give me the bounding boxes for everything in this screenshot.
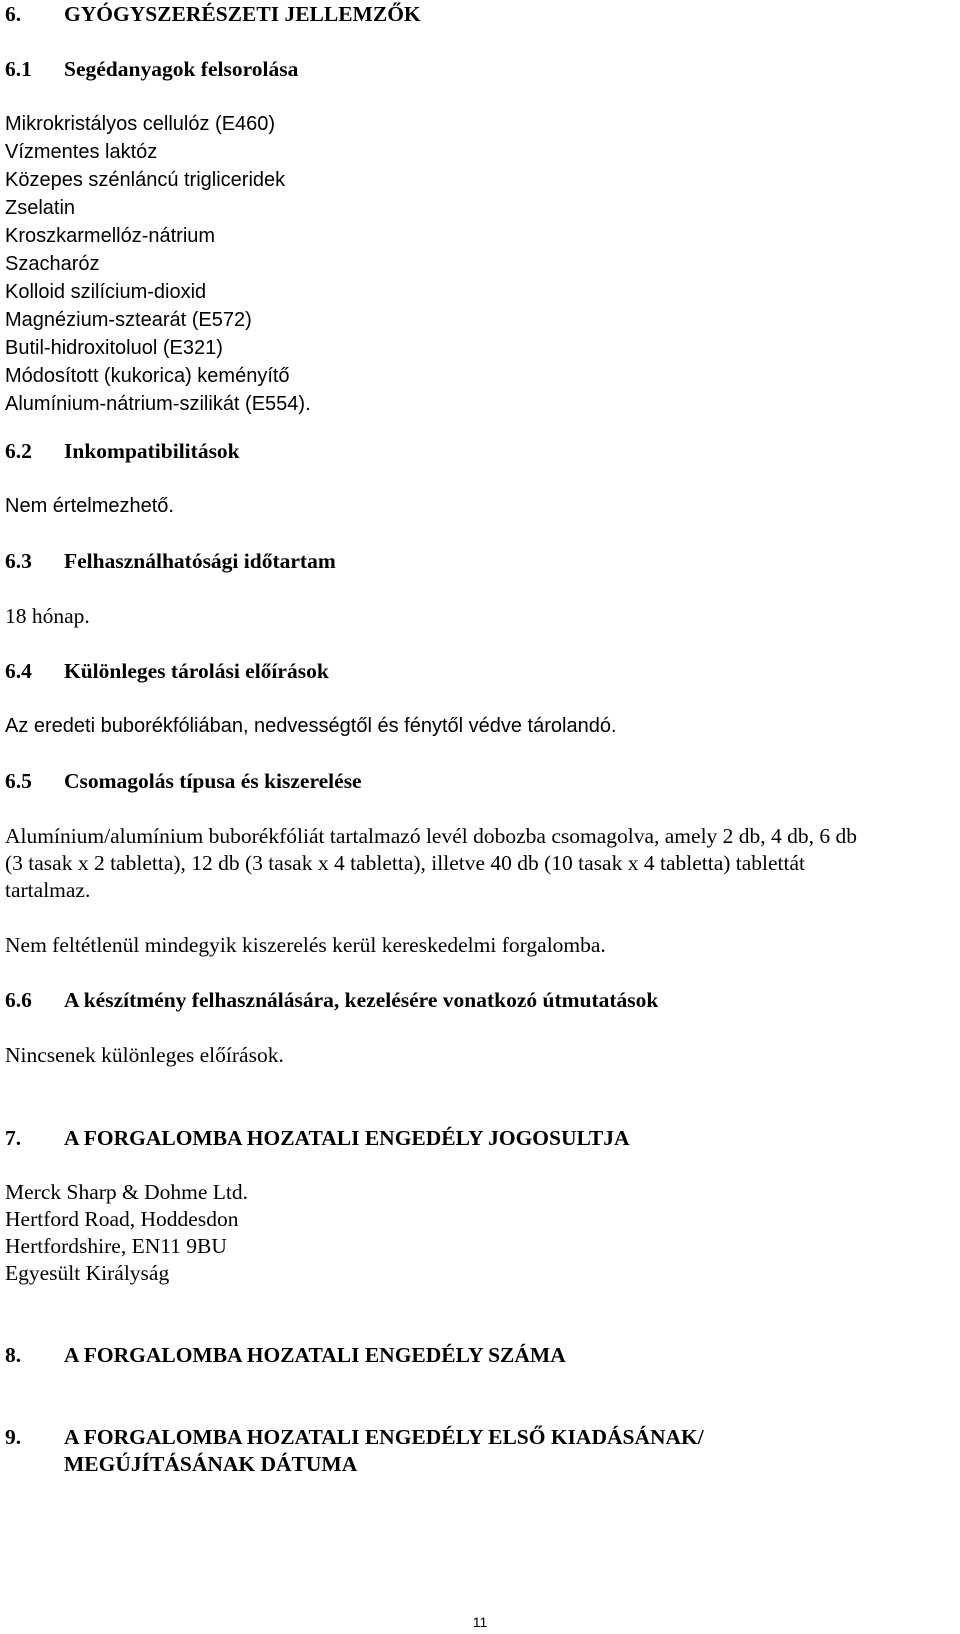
section-number: 9. (5, 1425, 22, 1449)
list-item: Alumínium-nátrium-szilikát (E554). (5, 393, 311, 415)
section-9-heading (5, 1423, 704, 1451)
subsection-6-3-heading (5, 547, 336, 575)
list-item: Mikrokristályos cellulóz (E460) (5, 113, 276, 135)
section-title: A FORGALOMBA HOZATALI ENGEDÉLY ELSŐ KIADÁSÁNAK/ (64, 1425, 704, 1449)
subsection-number: 6.6 (5, 988, 32, 1012)
subsection-number: 6.2 (5, 439, 32, 463)
subsection-number: 6.4 (5, 659, 32, 683)
section-6-heading (5, 0, 421, 28)
subsection-number: 6.1 (5, 57, 32, 81)
subsection-title: A készítmény felhasználására, kezelésére vonatkozó útmutatások (64, 988, 659, 1012)
list-item: Magnézium-sztearát (E572) (5, 309, 252, 331)
section-number: 7. (5, 1126, 22, 1150)
holder-address-line: Egyesült Királyság (5, 1261, 170, 1285)
subsection-6-1-heading (5, 55, 298, 83)
packaging-note: Nem feltétlenül mindegyik kiszerelés kerül kereskedelmi forgalomba. (5, 933, 606, 957)
page-number: 11 (472, 1614, 488, 1630)
holder-address-line: Merck Sharp & Dohme Ltd. (5, 1180, 249, 1204)
subsection-title: Különleges tárolási előírások (64, 659, 329, 683)
holder-address-line: Hertford Road, Hoddesdon (5, 1207, 239, 1231)
subsection-title: Inkompatibilitások (64, 439, 240, 463)
list-item: Butil-hidroxitoluol (E321) (5, 337, 223, 359)
subsection-title: Felhasználhatósági időtartam (64, 549, 336, 573)
list-item: Szacharóz (5, 253, 100, 275)
packaging-line: Alumínium/alumínium buborékfóliát tartalmazó levél dobozba csomagolva, amely 2 db, 4 db, 6 db (5, 824, 858, 848)
subsection-6-5-heading (5, 767, 362, 795)
section-title: GYÓGYSZERÉSZETI JELLEMZŐK (64, 2, 421, 26)
subsection-number: 6.3 (5, 549, 32, 573)
subsection-6-6-heading (5, 986, 658, 1014)
packaging-line: (3 tasak x 2 tabletta), 12 db (3 tasak x 4 tabletta), illetve 40 db (10 tasak x 4 tabletta) tablettát (5, 851, 806, 875)
list-item: Módosított (kukorica) keményítő (5, 365, 290, 387)
section-number: 6. (5, 2, 22, 26)
subsection-6-3-text: 18 hónap. (5, 604, 90, 628)
section-7-heading (5, 1124, 630, 1152)
list-item: Vízmentes laktóz (5, 141, 158, 163)
list-item: Közepes szénláncú trigliceridek (5, 169, 286, 191)
section-8-heading (5, 1341, 566, 1369)
subsection-title: Segédanyagok felsorolása (64, 57, 299, 81)
section-9-heading-continued: MEGÚJÍTÁSÁNAK DÁTUMA (64, 1452, 358, 1476)
subsection-6-2-heading (5, 437, 240, 465)
section-number: 8. (5, 1343, 22, 1367)
subsection-number: 6.5 (5, 769, 32, 793)
subsection-6-4-text: Az eredeti buborékfóliában, nedvességtől és fénytől védve tárolandó. (5, 715, 617, 737)
subsection-6-2-text: Nem értelmezhető. (5, 495, 174, 517)
section-title: A FORGALOMBA HOZATALI ENGEDÉLY SZÁMA (64, 1343, 566, 1367)
list-item: Kroszkarmellóz-nátrium (5, 225, 216, 247)
packaging-line: tartalmaz. (5, 878, 91, 902)
subsection-6-4-heading (5, 657, 329, 685)
subsection-title: Csomagolás típusa és kiszerelése (64, 769, 362, 793)
list-item: Kolloid szilícium-dioxid (5, 281, 207, 303)
section-title: A FORGALOMBA HOZATALI ENGEDÉLY JOGOSULTJA (64, 1126, 630, 1150)
list-item: Zselatin (5, 197, 76, 219)
excipient-list (5, 110, 311, 418)
subsection-6-6-text: Nincsenek különleges előírások. (5, 1043, 284, 1067)
holder-address-line: Hertfordshire, EN11 9BU (5, 1234, 227, 1258)
